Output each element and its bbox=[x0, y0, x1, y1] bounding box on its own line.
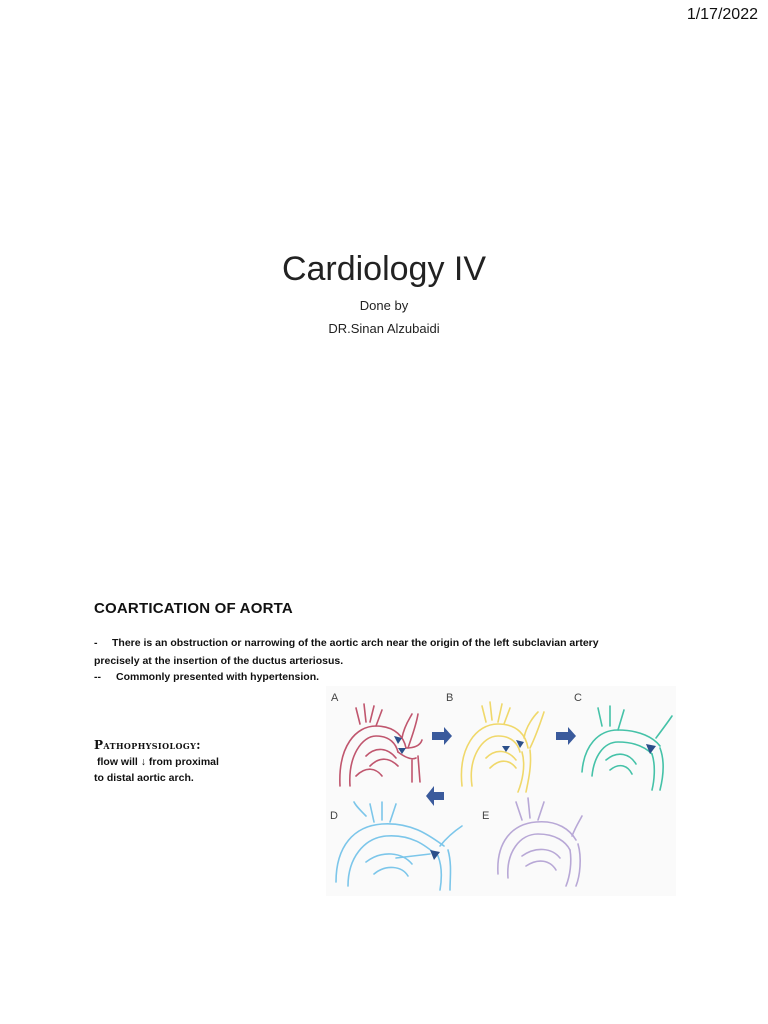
description-text-3: Commonly presented with hypertension. bbox=[116, 671, 320, 683]
arrow-b-to-c-icon bbox=[556, 727, 576, 745]
arrow-c-to-d-icon bbox=[426, 786, 444, 806]
description-line-3 bbox=[94, 671, 319, 683]
coarctation-diagram bbox=[326, 686, 676, 896]
section-heading: COARTICATION OF AORTA bbox=[94, 600, 293, 617]
panel-c-drawing bbox=[582, 706, 672, 790]
figure-label-d: D bbox=[330, 810, 338, 822]
figure-label-a: A bbox=[331, 692, 339, 704]
description-text-1: There is an obstruction or narrowing of the aortic arch near the origin of the left subclavian artery bbox=[112, 637, 599, 649]
panel-e-drawing bbox=[498, 798, 582, 886]
description-line-2: precisely at the insertion of the ductus arteriosus. bbox=[94, 655, 344, 667]
bullet-marker: - bbox=[94, 637, 98, 649]
done-by-label: Done by bbox=[359, 298, 409, 313]
author-name: DR.Sinan Alzubaidi bbox=[328, 321, 440, 336]
figure-label-c: C bbox=[574, 692, 582, 704]
figure-label-b: B bbox=[446, 692, 454, 704]
slide-date: 1/17/2022 bbox=[686, 6, 758, 23]
arrow-a-to-b-icon bbox=[432, 727, 452, 745]
figure-label-e: E bbox=[482, 810, 490, 822]
description-line-1 bbox=[94, 637, 599, 649]
pathophysiology-line-2: to distal aortic arch. bbox=[94, 772, 194, 784]
bullet-marker: -- bbox=[94, 671, 101, 683]
panel-a-drawing bbox=[340, 704, 422, 786]
page-title: Cardiology IV bbox=[281, 250, 487, 288]
panel-c-constriction bbox=[646, 744, 656, 754]
panel-d-drawing bbox=[336, 802, 462, 890]
pathophysiology-heading: Pathophysiology: bbox=[94, 738, 202, 752]
pathophysiology-line-1: flow will ↓ from proximal bbox=[97, 756, 219, 768]
